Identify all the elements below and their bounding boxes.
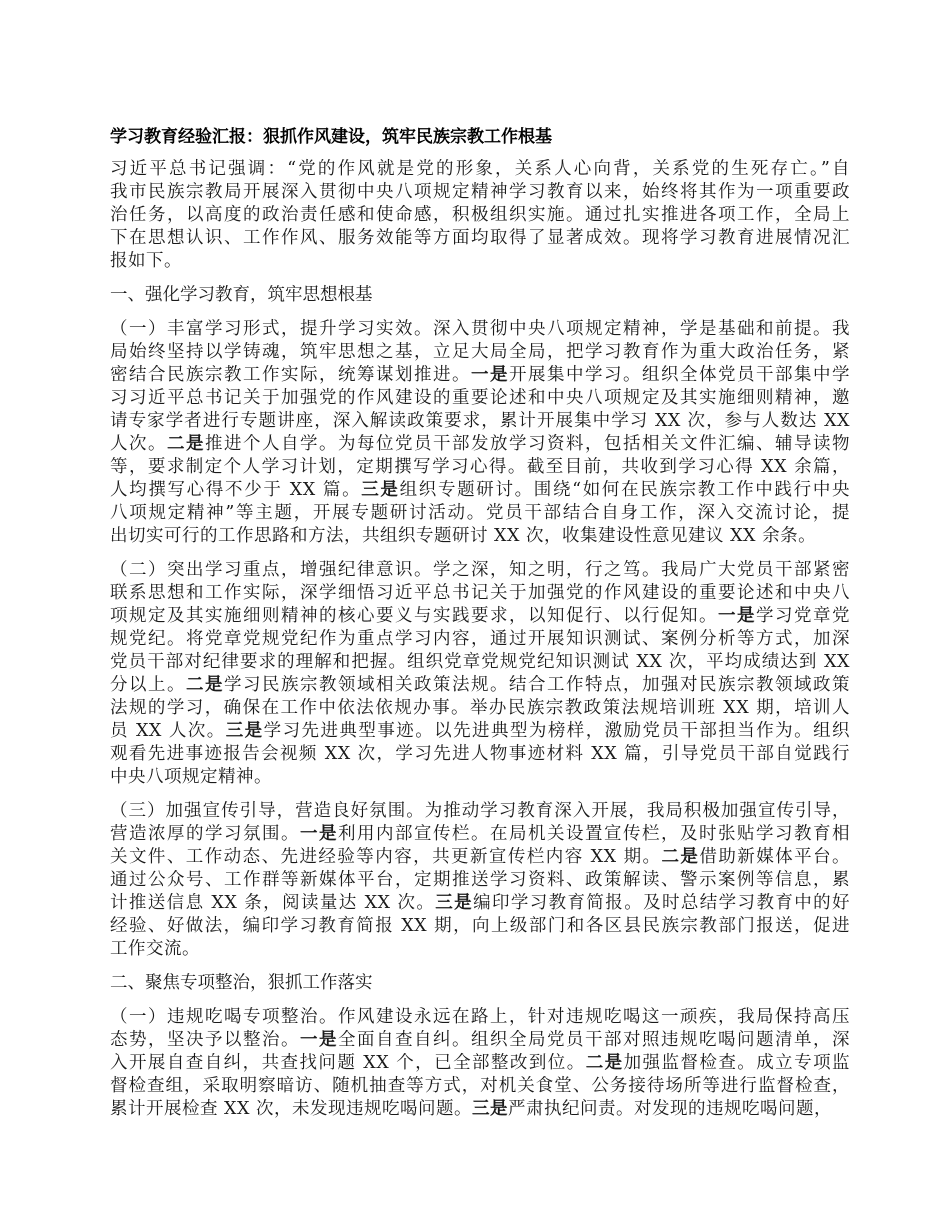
text-segment: 工作交流。 — [110, 939, 200, 959]
text-line — [110, 846, 850, 869]
text-line — [110, 674, 850, 697]
text-line — [110, 823, 850, 846]
text-line — [110, 341, 850, 364]
text-segment: 联系思想和工作实际，深学细悟习近平总书记关于加强党的作风建设的重要论述和中央八 — [110, 583, 850, 603]
text-line — [110, 605, 850, 628]
text-segment: 出切实可行的工作思路和方法，共组织专题研讨 XX 次，收集建设性意见建议 XX 余条。 — [110, 526, 817, 546]
text-line — [110, 800, 850, 823]
paragraph — [110, 318, 850, 548]
text-line — [110, 697, 850, 720]
text-segment: 借助新媒体平台。 — [699, 847, 851, 867]
text-segment: 习习近平总书记关于加强党的作风建设的重要论述和中央八项规定及其实施细则精神，邀 — [110, 388, 850, 408]
document-title: 学习教育经验汇报：狠抓作风建设，筑牢民族宗教工作根基 — [110, 127, 552, 147]
text-segment: 治任务，以高度的政治责任感和使命感，积极组织实施。通过扎实推进各项工作，全局上 — [110, 205, 850, 225]
text-segment: 计推送信息 XX 条，阅读量达 XX 次。 — [110, 893, 436, 913]
text-segment: 严肃执纪问责。对发现的违规吃喝问题， — [508, 1099, 833, 1119]
text-line — [110, 227, 850, 250]
emphasis-marker: 二是 — [585, 1053, 624, 1073]
text-segment: 规党纪。将党章党规党纪作为重点学习内容，通过开展知识测试、案例分析等方式，加深 — [110, 629, 850, 649]
emphasis-marker: 一是 — [718, 606, 756, 626]
emphasis-marker: 一是 — [300, 1030, 338, 1050]
text-segment: 加强监督检查。成立专项监 — [623, 1053, 851, 1073]
text-line — [110, 628, 850, 651]
text-line — [110, 1029, 850, 1052]
text-line — [110, 892, 850, 915]
text-segment: 观看先进事迹报告会视频 XX 次，学习先进人物事迹材料 XX 篇，引导党员干部自觉践行 — [110, 744, 850, 764]
text-segment: 习近平总书记强调：“党的作风就是党的形象，关系人心向背，关系党的生死存亡。”自 — [110, 159, 850, 179]
text-segment: 局始终坚持以学铸魂，筑牢思想之基，立足大局全局，把学习教育作为重大政治任务，紧 — [110, 342, 850, 362]
paragraph — [110, 559, 850, 789]
text-segment: 编印学习教育简报。及时总结学习教育中的好 — [473, 893, 851, 913]
text-line — [110, 433, 850, 456]
text-segment: 营造浓厚的学习氛围。 — [110, 824, 300, 844]
text-line — [110, 582, 850, 605]
text-line — [110, 1006, 850, 1029]
emphasis-marker: 二是 — [186, 675, 224, 695]
text-segment: 入开展自查自纠，共查找问题 XX 个，已全部整改到位。 — [110, 1053, 586, 1073]
text-segment: （三）加强宣传引导，营造良好氛围。为推动学习教育深入开展，我局积极加强宣传引导， — [110, 801, 850, 821]
text-line — [110, 525, 850, 548]
document-page — [110, 126, 850, 1132]
text-line — [110, 158, 850, 181]
document-body — [110, 158, 850, 1121]
section-heading: 一、强化学习教育，筑牢思想根基 — [110, 285, 373, 305]
text-segment: 项规定及其实施细则精神的核心要义与实践要求，以知促行、以行促知。 — [110, 606, 718, 626]
emphasis-marker: 一是 — [300, 824, 338, 844]
text-segment: 员 XX 人次。 — [110, 721, 226, 741]
text-segment: 开展集中学习。组织全体党员干部集中学 — [509, 365, 850, 385]
text-segment: （一）违规吃喝专项整治。作风建设永远在路上，针对违规吃喝这一顽疾，我局保持高压 — [110, 1007, 850, 1027]
text-line — [110, 410, 850, 433]
text-line — [110, 1052, 850, 1075]
emphasis-marker: 三是 — [472, 1099, 509, 1119]
text-segment: 中央八项规定精神。 — [110, 767, 272, 787]
emphasis-marker: 一是 — [471, 365, 509, 385]
emphasis-marker: 三是 — [361, 480, 400, 500]
text-segment: 密结合民族宗教工作实际，统筹谋划推进。 — [110, 365, 471, 385]
text-segment: 关文件、工作动态、先进经验等内容，共更新宣传栏内容 XX 期。 — [110, 847, 662, 867]
text-segment: 我市民族宗教局开展深入贯彻中央八项规定精神学习教育以来，始终将其作为一项重要政 — [110, 182, 850, 202]
text-segment: 全面自查自纠。组织全局党员干部对照违规吃喝问题清单，深 — [338, 1030, 850, 1050]
text-segment: （一）丰富学习形式，提升学习实效。深入贯彻中央八项规定精神，学是基础和前提。我 — [110, 319, 850, 339]
text-segment: 八项规定精神”等主题，开展专题研讨活动。党员干部结合自身工作，深入交流讨论，提 — [110, 503, 850, 523]
text-segment: 经验、好做法，编印学习教育简报 XX 期，向上级部门和各区县民族宗教部门报送，促进 — [110, 916, 850, 936]
emphasis-marker: 三是 — [225, 721, 264, 741]
text-line — [110, 387, 850, 410]
text-line — [110, 720, 850, 743]
text-segment: 请专家学者进行专题讲座，深入解读政策要求，累计开展集中学习 XX 次，参与人数达 XX — [110, 411, 850, 431]
text-segment: 组织专题研讨。围绕“如何在民族宗教工作中践行中央 — [399, 480, 850, 500]
text-line — [110, 651, 850, 674]
text-line — [110, 364, 850, 387]
text-line — [110, 318, 850, 341]
text-segment: 态势，坚决予以整治。 — [110, 1030, 300, 1050]
text-line — [110, 204, 850, 227]
section-heading: 二、聚焦专项整治，狠抓工作落实 — [110, 973, 373, 993]
text-line — [110, 915, 850, 938]
text-segment: 利用内部宣传栏。在局机关设置宣传栏，及时张贴学习教育相 — [338, 824, 850, 844]
emphasis-marker: 二是 — [167, 434, 205, 454]
text-segment: 下在思想认识、工作作风、服务效能等方面均取得了显著成效。现将学习教育进展情况汇 — [110, 228, 850, 248]
text-segment: 法规的学习，确保在工作中依法依规办事。举办民族宗教政策法规培训班 XX 期，培训人 — [110, 698, 850, 718]
text-segment: 学习先进典型事迹。以先进典型为榜样，激励党员干部担当作为。组织 — [263, 721, 851, 741]
text-line — [110, 869, 850, 892]
text-segment: 学习党章党 — [756, 606, 850, 626]
text-line — [110, 479, 850, 502]
text-segment: 人次。 — [110, 434, 167, 454]
paragraph — [110, 1006, 850, 1121]
text-line — [110, 938, 850, 961]
text-line — [110, 1075, 850, 1098]
text-segment: 人均撰写心得不少于 XX 篇。 — [110, 480, 362, 500]
text-segment: 学习民族宗教领域相关政策法规。结合工作特点，加强对民族宗教领域政策 — [224, 675, 850, 695]
text-line — [110, 250, 850, 273]
text-line — [110, 181, 850, 204]
text-segment: 推进个人自学。为每位党员干部发放学习资料，包括相关文件汇编、辅导读物 — [205, 434, 850, 454]
text-segment: 累计开展检查 XX 次，未发现违规吃喝问题。 — [110, 1099, 473, 1119]
emphasis-marker: 三是 — [435, 893, 474, 913]
text-line — [110, 559, 850, 582]
text-segment: 报如下。 — [110, 251, 182, 271]
text-line — [110, 502, 850, 525]
text-segment: 分以上。 — [110, 675, 186, 695]
paragraph — [110, 158, 850, 273]
text-segment: 督检查组，采取明察暗访、随机抽查等方式，对机关食堂、公务接待场所等进行监督检查， — [110, 1076, 850, 1096]
text-line — [110, 766, 850, 789]
text-segment: 通过公众号、工作群等新媒体平台，定期推送学习资料、政策解读、警示案例等信息，累 — [110, 870, 850, 890]
text-line — [110, 1098, 850, 1121]
text-segment: （二）突出学习重点，增强纪律意识。学之深，知之明，行之笃。我局广大党员干部紧密 — [110, 560, 850, 580]
text-line — [110, 456, 850, 479]
text-segment: 党员干部对纪律要求的理解和把握。组织党章党规党纪知识测试 XX 次，平均成绩达到 XX — [110, 652, 850, 672]
text-segment: 等，要求制定个人学习计划，定期撰写学习心得。截至目前，共收到学习心得 XX 余篇， — [110, 457, 850, 477]
text-line — [110, 743, 850, 766]
paragraph — [110, 800, 850, 961]
emphasis-marker: 二是 — [661, 847, 700, 867]
